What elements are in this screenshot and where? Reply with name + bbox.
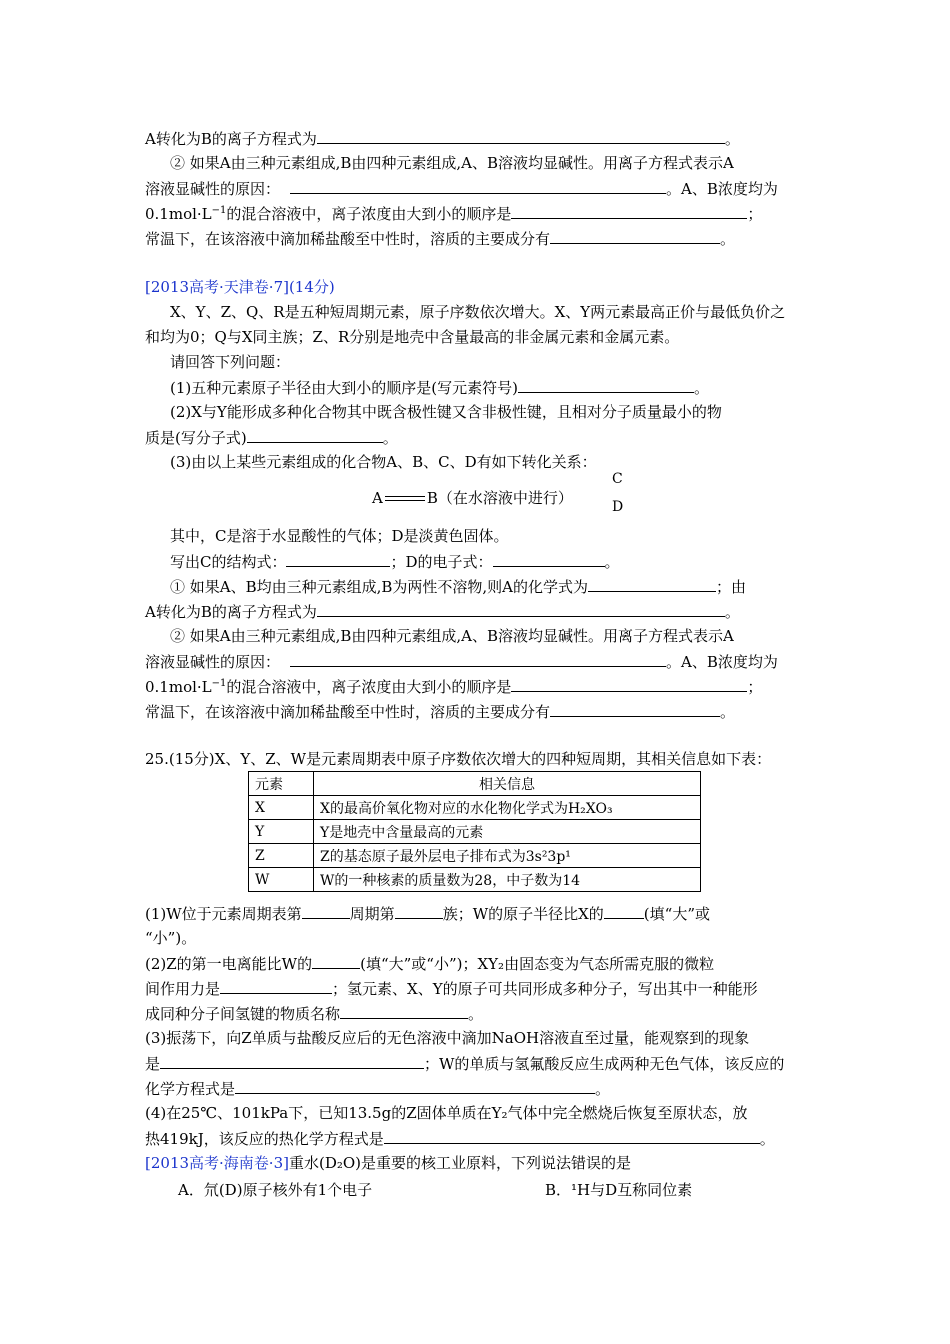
answer-blank xyxy=(395,903,443,919)
answer-blank xyxy=(302,903,350,919)
tianjin-q1: (1)五种元素原子半径由大到小的顺序是(写元素符号) 。 xyxy=(170,379,709,397)
answer-blank xyxy=(235,1078,595,1094)
equilibrium-arrow-icon xyxy=(385,494,425,504)
answer-blank xyxy=(550,701,720,717)
table-row xyxy=(249,844,701,868)
tianjin-c5: 常温下，在该溶液中滴加稀盐酸至中性时，溶质的主要成分有 。 xyxy=(145,703,736,721)
table-header-cell: 相关信息 xyxy=(314,772,701,796)
tianjin-q2b: 质是(写分子式) 。 xyxy=(145,429,398,447)
table-header-row xyxy=(249,772,701,796)
option-a: A．氘(D)原子核外有1个电子 xyxy=(178,1181,373,1199)
answer-blank xyxy=(290,651,666,667)
answer-blank xyxy=(511,676,747,692)
tianjin-c2: ② 如果A由三种元素组成,B由四种元素组成,A、B溶液均显碱性。用离子方程式表示A xyxy=(170,627,734,645)
table-row xyxy=(249,868,701,892)
top-line-5: 常温下，在该溶液中滴加稀盐酸至中性时，溶质的主要成分有 。 xyxy=(145,230,736,248)
source-hainan: [2013高考·海南卷·3] xyxy=(145,1154,289,1172)
reaction-c: C xyxy=(612,471,623,487)
tianjin-intro-1: X、Y、Z、Q、R是五种短周期元素，原子序数依次增大。X、Y两元素最高正价与最低负价之 xyxy=(170,303,786,321)
q25-p1e: “小”)。 xyxy=(145,929,197,947)
table-row xyxy=(249,796,701,820)
table-header-cell: 元素 xyxy=(249,772,314,796)
answer-blank xyxy=(384,1128,760,1144)
tianjin-c3: 溶液显碱性的原因： 。A、B浓度均为 xyxy=(145,653,778,671)
q25-p2c: 间作用力是 ；氢元素、X、Y的原子可共同形成多种分子，写出其中一种能形 xyxy=(145,980,758,998)
tianjin-intro-2: 和均为0；Q与X同主族；Z、R分别是地壳中含量最高的非金属元素和金属元素。 xyxy=(145,328,680,346)
q25-intro: 25.(15分)X、Y、Z、W是元素周期表中原子序数依次增大的四种短周期，其相关信息如下表： xyxy=(145,750,772,768)
tianjin-c4: $0.1mol\cdot L^{-1}$的混合溶液中，离子浓度由大到小的顺序是 ； xyxy=(145,678,763,696)
table-cell: Z xyxy=(249,844,314,868)
answer-blank xyxy=(340,1003,468,1019)
table-cell: Y xyxy=(249,820,314,844)
answer-blank xyxy=(317,128,725,144)
tianjin-cond: 其中，C是溶于水显酸性的气体；D是淡黄色固体。 xyxy=(170,527,509,545)
tianjin-ask: 请回答下列问题： xyxy=(170,353,291,371)
answer-blank xyxy=(511,203,747,219)
answer-blank xyxy=(290,178,666,194)
q25-p3: (3)振荡下，向Z单质与盐酸反应后的无色溶液中滴加NaOH溶液直至过量，能观察到的现象 xyxy=(145,1029,750,1047)
q25-p4b: 热419kJ，该反应的热化学方程式是 。 xyxy=(145,1130,775,1148)
tianjin-write: 写出C的结构式： ；D的电子式： 。 xyxy=(170,553,620,571)
table-cell: Y是地壳中含量最高的元素 xyxy=(314,820,701,844)
q25-p2e: 成同种分子间氢键的物质名称 。 xyxy=(145,1005,484,1023)
top-line-1: A转化为B的离子方程式为 。 xyxy=(145,130,740,148)
q25-p3d: 化学方程式是 。 xyxy=(145,1080,611,1098)
table-cell: W xyxy=(249,868,314,892)
answer-blank xyxy=(493,551,605,567)
q25-p2: (2)Z的第一电离能比W的 (填“大”或“小”)；XY₂由固态变为气态所需克服的微粒 xyxy=(145,955,715,973)
hainan-line: [2013高考·海南卷·3]重水(D₂O)是重要的核工业原料，下列说法错误的是 xyxy=(145,1154,632,1172)
table-cell: X的最高价氧化物对应的水化物化学式为H₂XO₃ xyxy=(314,796,701,820)
tianjin-q2a: (2)X与Y能形成多种化合物其中既含极性键又含非极性键，且相对分子质量最小的物 xyxy=(170,403,722,421)
answer-blank xyxy=(550,228,720,244)
answer-blank xyxy=(588,576,716,592)
tianjin-c1c: A转化为B的离子方程式为 。 xyxy=(145,603,740,621)
top-line-4: $0.1mol\cdot L^{-1}$的混合溶液中，离子浓度由大到小的顺序是 ； xyxy=(145,205,763,223)
top-line-2: ② 如果A由三种元素组成,B由四种元素组成,A、B溶液均显碱性。用离子方程式表示A xyxy=(170,154,734,172)
table-row xyxy=(249,820,701,844)
answer-blank xyxy=(317,601,725,617)
q25-p3b: 是 ；W的单质与氢氟酸反应生成两种无色气体，该反应的 xyxy=(145,1055,785,1073)
answer-blank xyxy=(247,427,383,443)
q25-p1: (1)W位于元素周期表第 周期第 族；W的原子半径比X的 (填“大”或 xyxy=(145,905,710,923)
answer-blank xyxy=(286,551,390,567)
tianjin-c1: ① 如果A、B均由三种元素组成,B为两性不溶物,则A的化学式为 ；由 xyxy=(170,578,747,596)
top-line-3: 溶液显碱性的原因： 。A、B浓度均为 xyxy=(145,180,778,198)
table-cell: X xyxy=(249,796,314,820)
answer-blank xyxy=(160,1053,424,1069)
answer-blank xyxy=(220,978,332,994)
answer-blank xyxy=(312,953,360,969)
option-b: B．¹H与D互称同位素 xyxy=(545,1181,693,1199)
answer-blank xyxy=(604,903,644,919)
reaction-d: D xyxy=(612,499,624,515)
table-cell: W的一种核素的质量数为28，中子数为14 xyxy=(314,868,701,892)
table-cell: Z的基态原子最外层电子排布式为3s²3p¹ xyxy=(314,844,701,868)
q25-p4: (4)在25℃、101kPa下，已知13.5g的Z固体单质在Y₂气体中完全燃烧后恢复至原状态，放 xyxy=(145,1104,748,1122)
answer-blank xyxy=(518,377,694,393)
tianjin-q3: (3)由以上某些元素组成的化合物A、B、C、D有如下转化关系： xyxy=(170,453,597,471)
reaction-line: A B（在水溶液中进行） xyxy=(372,489,573,507)
source-tianjin: [2013高考·天津卷·7](14分) xyxy=(145,278,335,296)
element-info-table xyxy=(248,771,701,892)
